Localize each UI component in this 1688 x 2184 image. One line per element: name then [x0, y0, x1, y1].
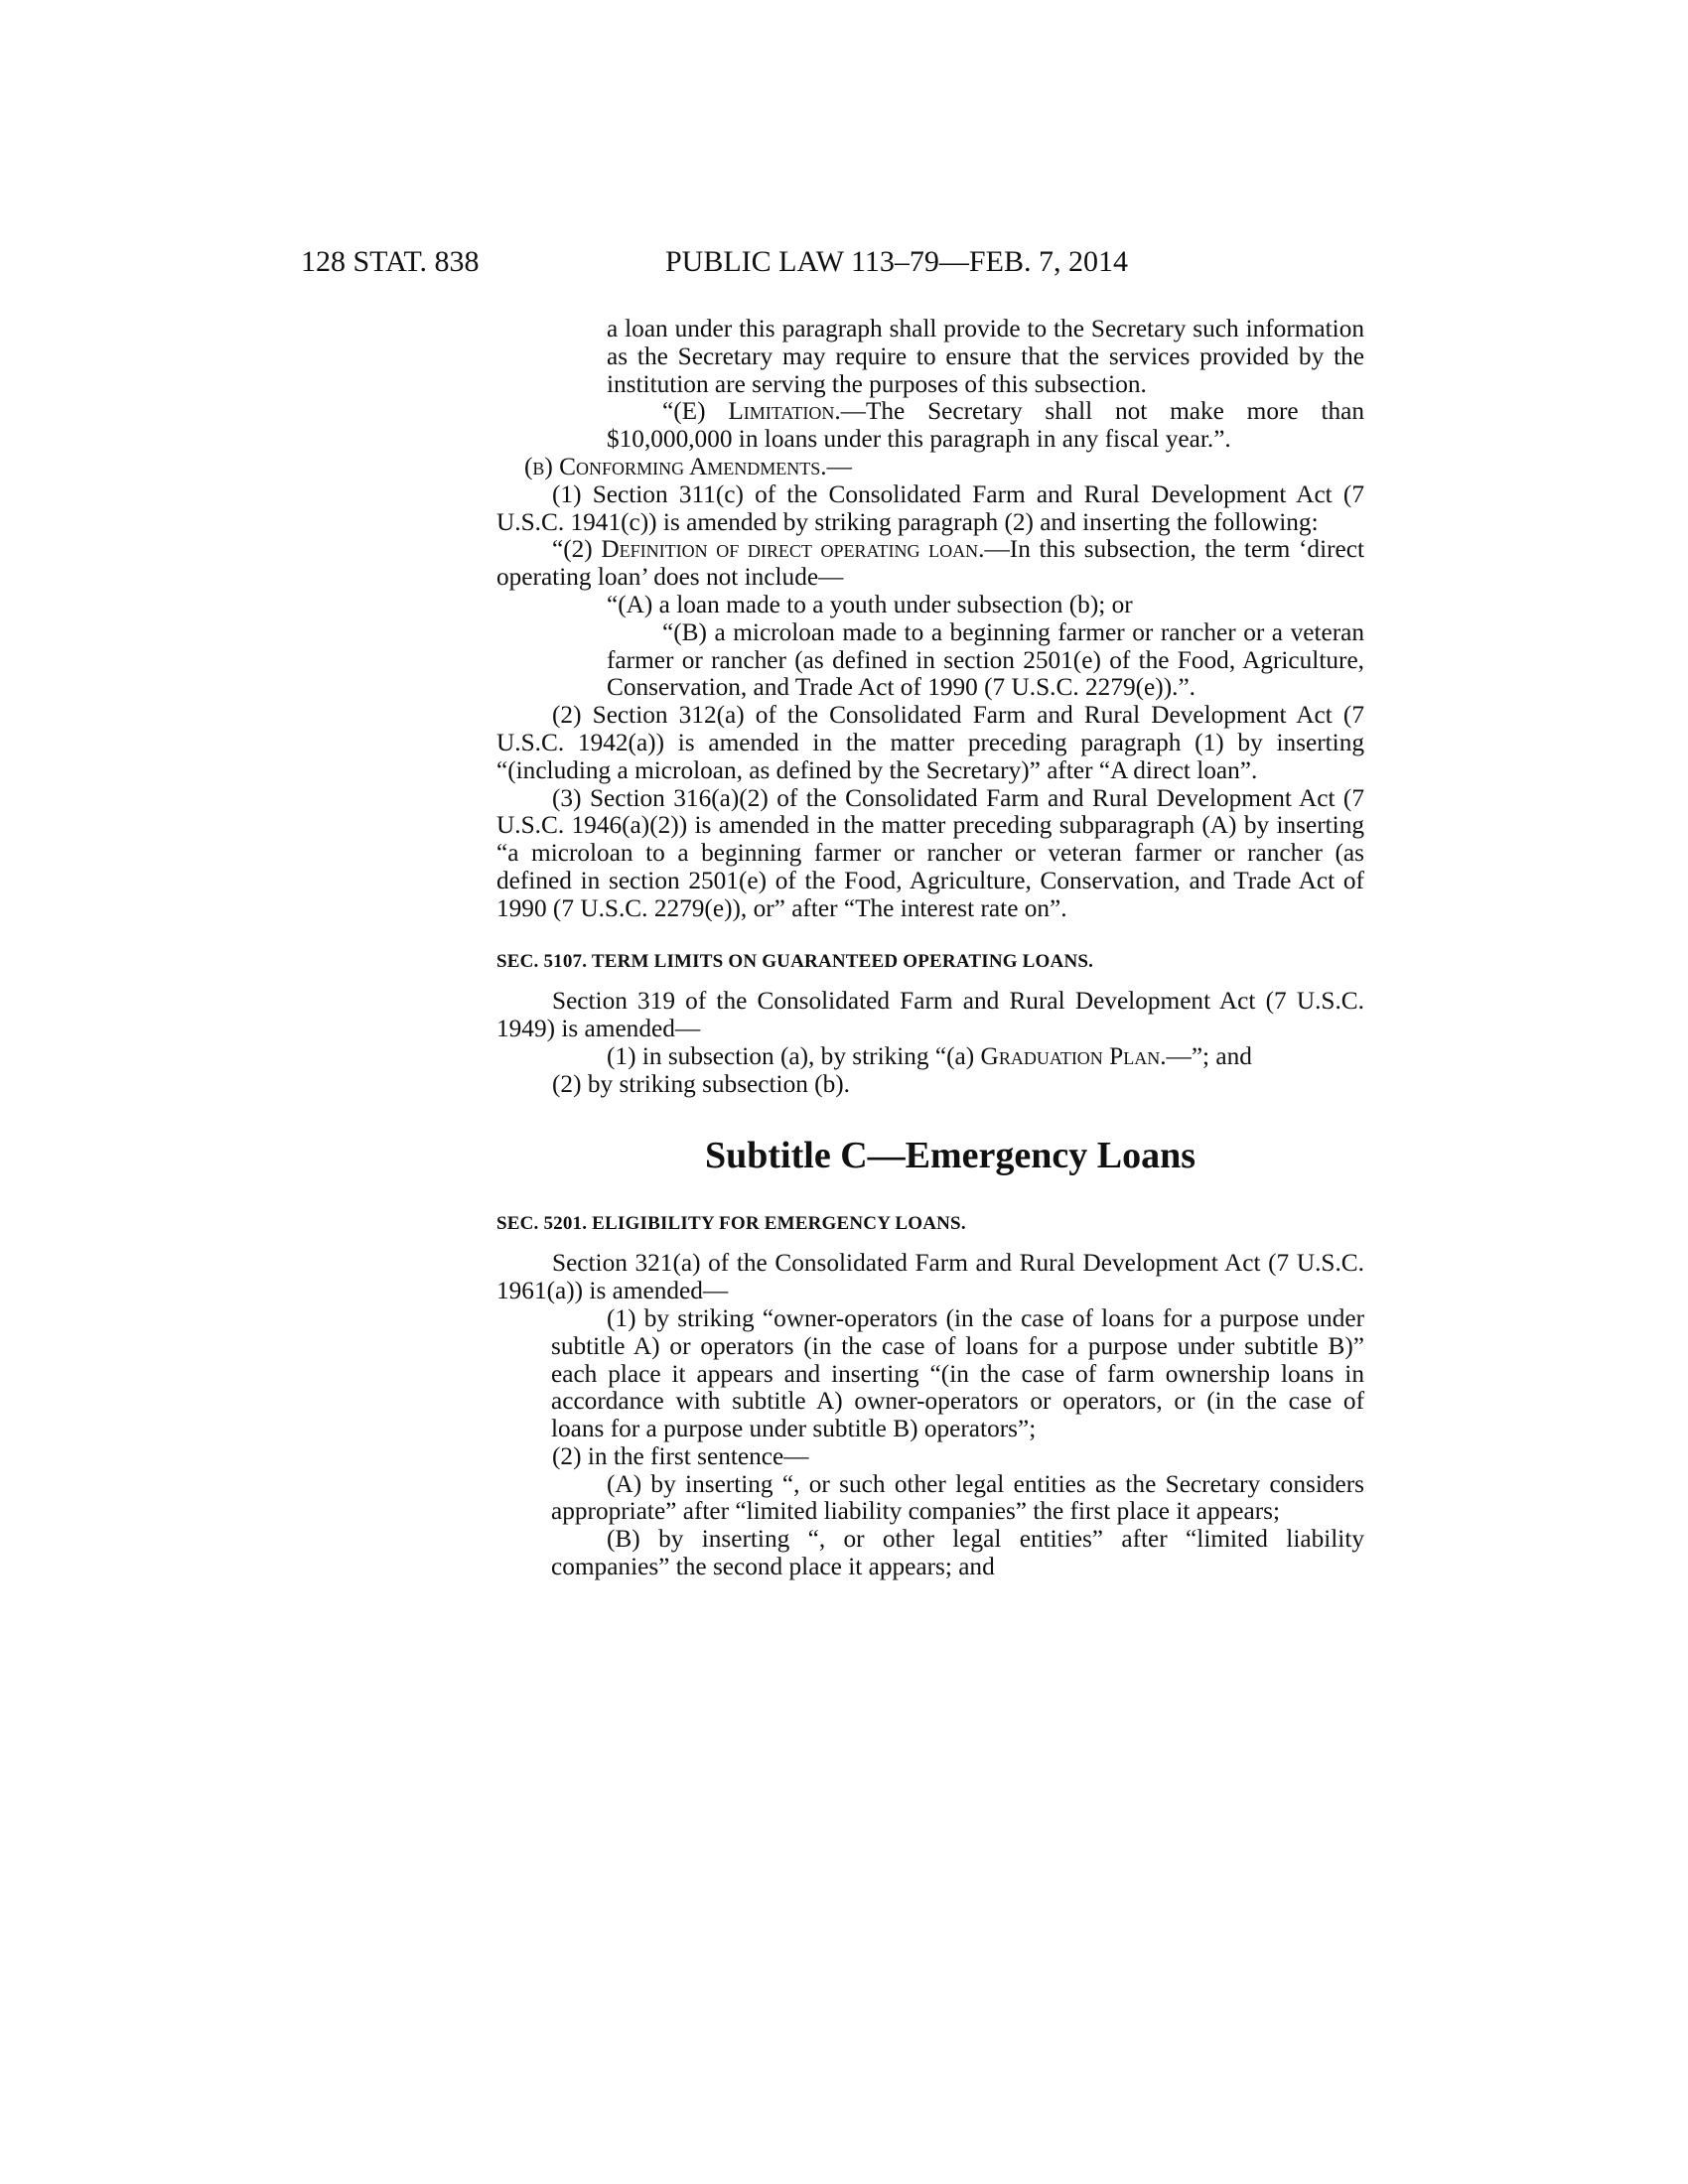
paragraph-amendment-2: (2) Section 312(a) of the Consolidated Farm and Rural Development Act (7 U.S.C. 1942(a)) is amended in the matter preceding paragraph (1) by inserting “(including a microloan, as defined by the Secretary)” after “A direct loan”.: [496, 701, 1364, 784]
paragraph-amendment-3: (3) Section 316(a)(2) of the Consolidated Farm and Rural Development Act (7 U.S.C. 1946(a)(2)) is amended in the matter preceding subparagraph (A) by inserting “a microloan to a beginning farmer or rancher or veteran farmer or rancher (as defined in section 2501(e) of the Food, Agriculture, Conservation, and Trade Act of 1990 (7 U.S.C. 2279(e)), or” after “The interest rate on”.: [496, 783, 1364, 922]
conforming-amendments-heading: [496, 454, 1364, 481]
paragraph-5107-item-1: [496, 1043, 1364, 1071]
section-5107-heading: SEC. 5107. TERM LIMITS ON GUARANTEED OPERATING LOANS.: [496, 950, 1094, 972]
definition-text: In this subsection, the term ‘direct operating loan’ does not include—: [496, 535, 1365, 592]
running-head: PUBLIC LAW 113–79—FEB. 7, 2014: [665, 245, 1128, 278]
paragraph-section-321: Section 321(a) of the Consolidated Farm and Rural Development Act (7 U.S.C. 1961(a)) is amended—: [496, 1249, 1364, 1305]
conforming-amendments-label: (b) Conforming Amendments.—: [524, 452, 852, 480]
paragraph-5201-item-2: (2) in the first sentence—: [552, 1441, 809, 1470]
paragraph-amendment-1: (1) Section 311(c) of the Consolidated Farm and Rural Development Act (7 U.S.C. 1941(c)) is amended by striking paragraph (2) and inserting the following:: [496, 479, 1364, 536]
graduation-plan-label: Graduation Plan.—: [980, 1041, 1192, 1070]
paragraph-5201-item-2a: (A) by inserting “, or such other legal entities as the Secretary considers appropriate” after “limited liability companies” the first place it appears;: [551, 1469, 1364, 1526]
paragraph-5107-item-2: (2) by striking subsection (b).: [552, 1069, 851, 1098]
item-1-end: ”; and: [1191, 1041, 1252, 1070]
subtitle-heading: Subtitle C—Emergency Loans: [705, 1134, 1196, 1176]
section-5201-heading: SEC. 5201. ELIGIBILITY FOR EMERGENCY LOANS.: [496, 1212, 966, 1234]
paragraph-continuation: a loan under this paragraph shall provide to the Secretary such information as the Secretary may require to ensure that the services provided by the institution are serving the purposes of this subsection.: [607, 315, 1364, 398]
stat-citation: 128 STAT. 838: [301, 245, 480, 278]
paragraph-5201-item-2b: (B) by inserting “, or other legal entities” after “limited liability companies” the second place it appears; and: [551, 1525, 1364, 1581]
paragraph-limitation: [496, 398, 1364, 454]
limitation-heading: “(E) Limitation.—: [662, 397, 866, 426]
paragraph-subitem-b: “(B) a microloan made to a beginning farmer or rancher or a veteran farmer or rancher (as defined in section 2501(e) of the Food, Agriculture, Conservation, and Trade Act of 1990 (7 U.S.C. 2279(e)).”.: [607, 617, 1364, 702]
page-header: [0, 245, 1688, 285]
paragraph-section-319: Section 319 of the Consolidated Farm and Rural Development Act (7 U.S.C. 1949) is amended—: [496, 987, 1364, 1043]
paragraph-subitem-a: “(A) a loan made to a youth under subsection (b); or: [607, 590, 1133, 618]
limitation-text: The Secretary shall not make more than $10,000,000 in loans under this paragraph in any fiscal year.”.: [607, 397, 1364, 454]
document-body: [496, 316, 1364, 1581]
paragraph-5201-item-1: (1) by striking “owner-operators (in the case of loans for a purpose under subtitle A) or operators (in the case of loans for a purpose under subtitle B)” each place it appears and inserting “(in the case of farm ownership loans in accordance with subtitle A) owner-operators or operators, or (in the case of loans for a purpose under subtitle B) operators”;: [551, 1303, 1364, 1443]
definition-heading: “(2) Definition of direct operating loan.—: [552, 535, 1010, 564]
item-1-text: (1) in subsection (a), by striking “(a): [607, 1041, 981, 1070]
paragraph-definition: [496, 536, 1364, 592]
